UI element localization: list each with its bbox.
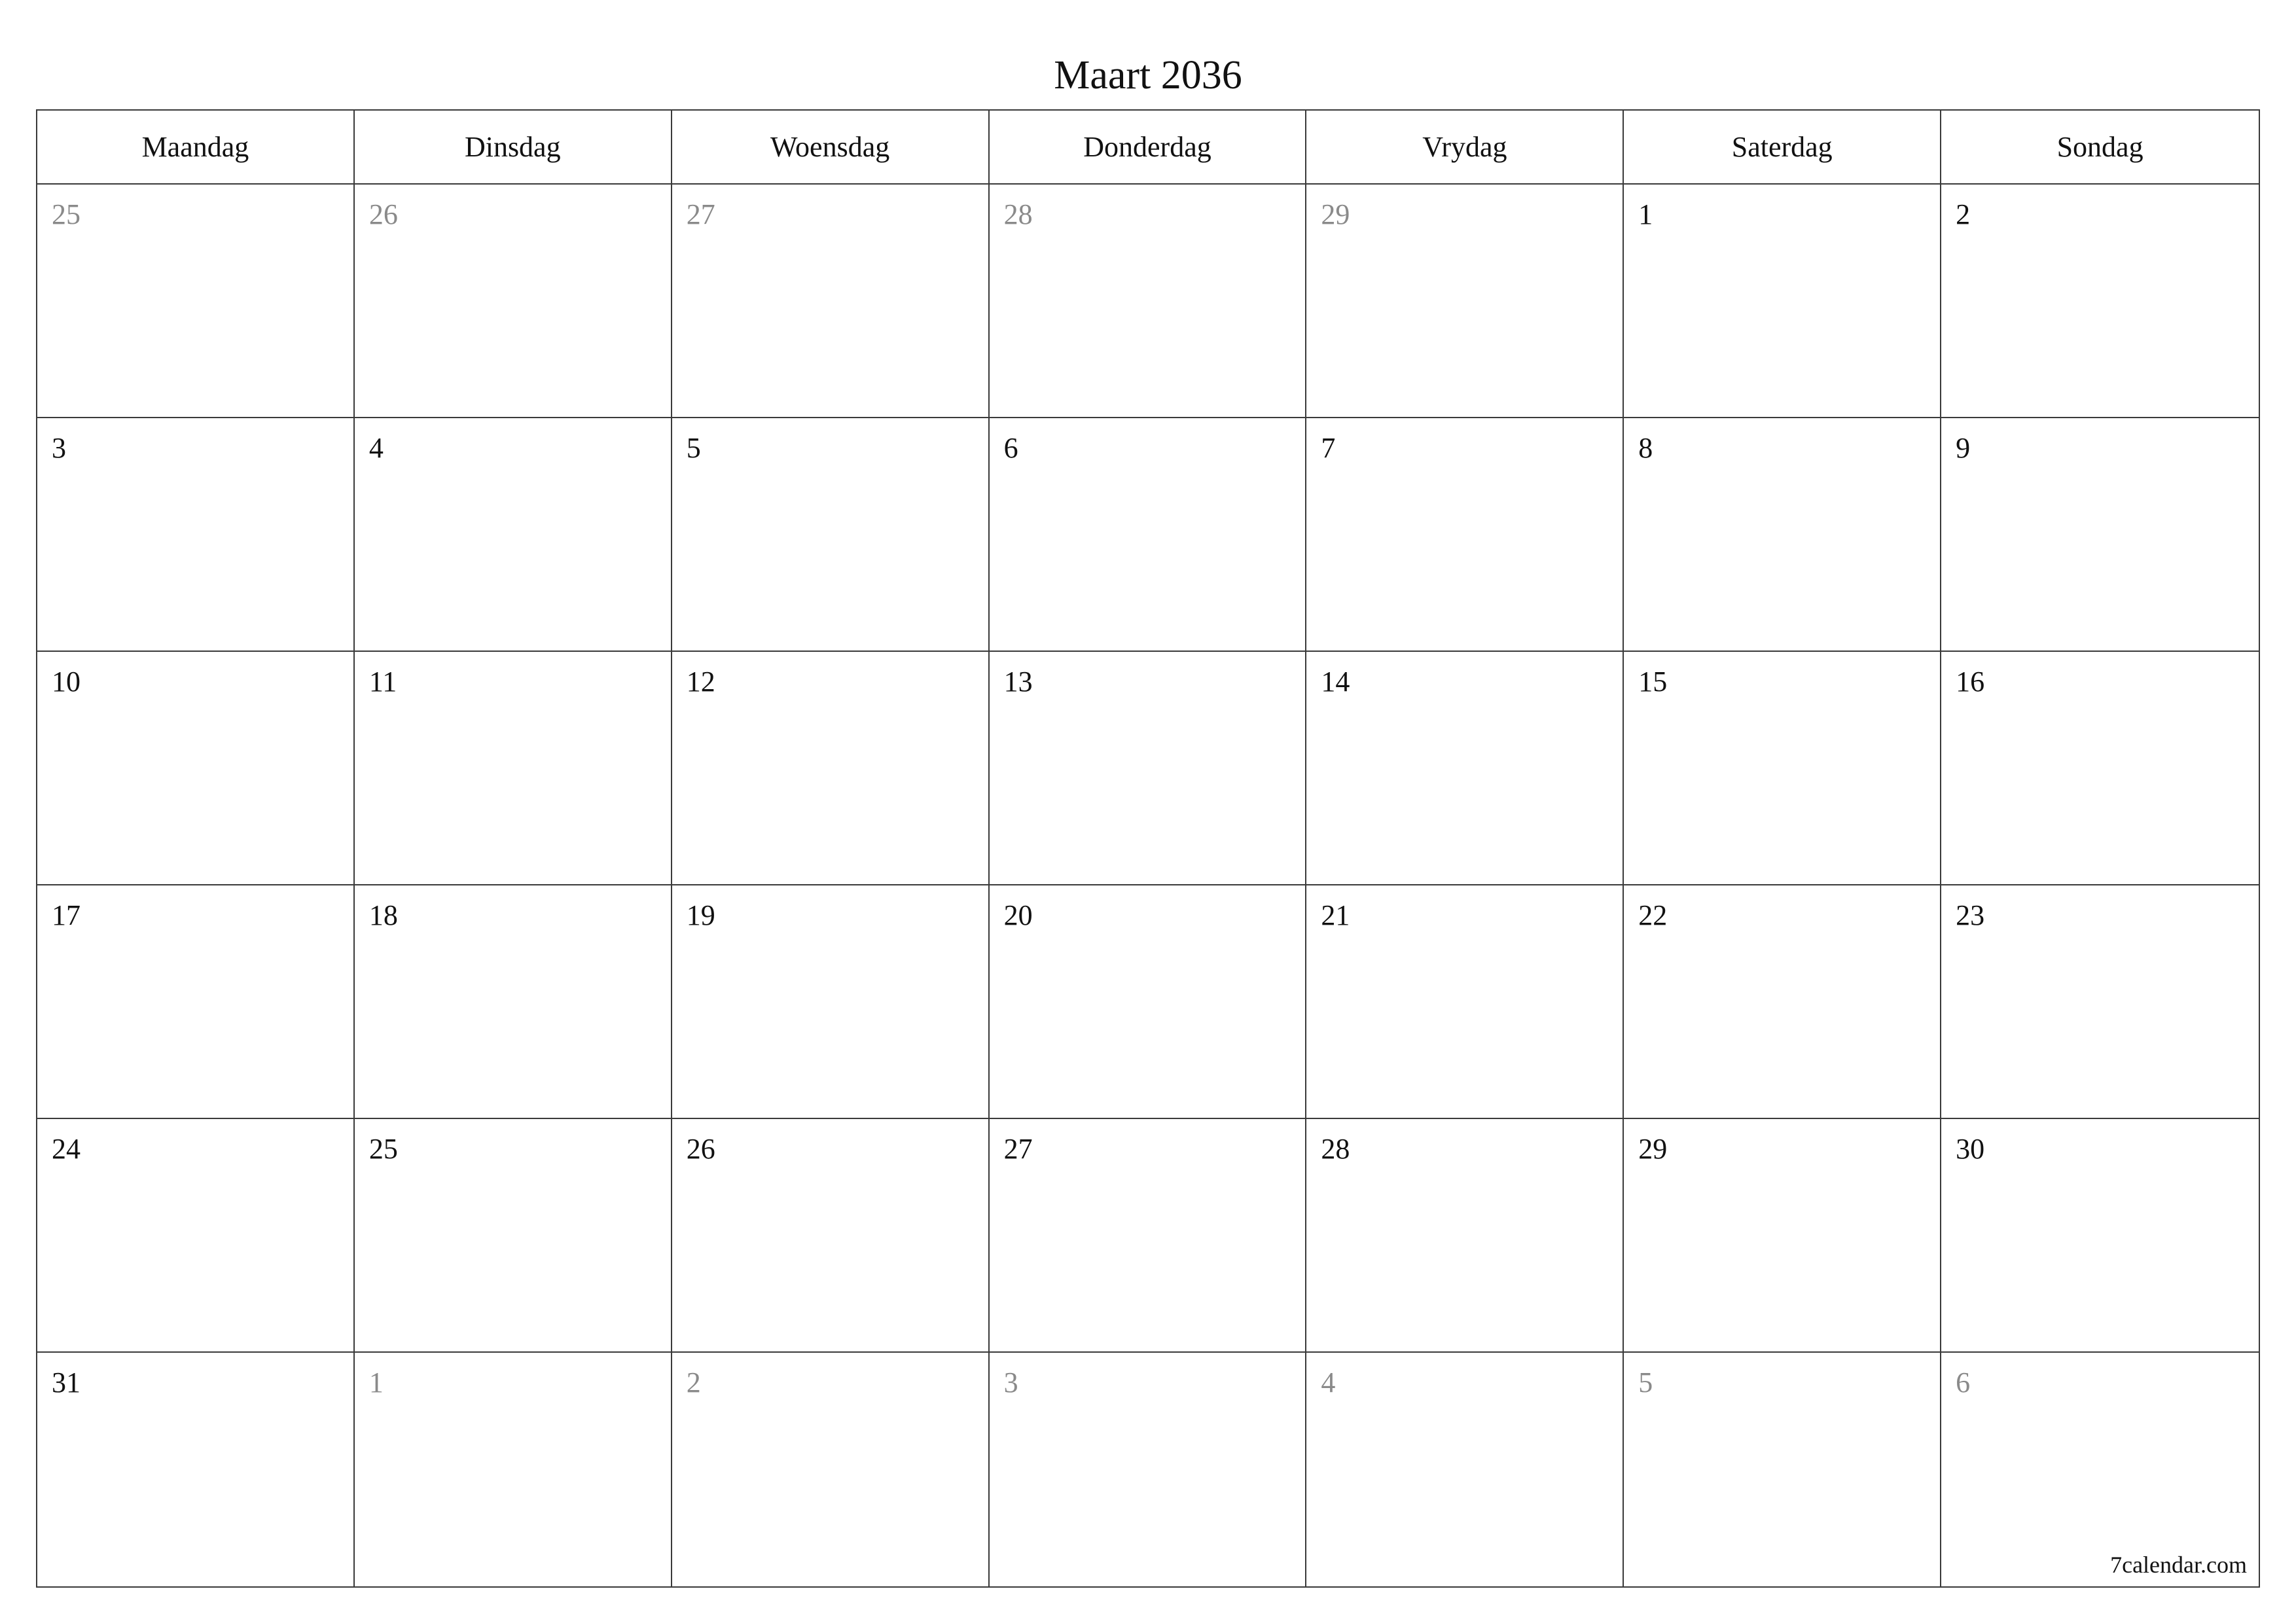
day-number: 8 (1638, 432, 1653, 464)
day-cell (355, 652, 672, 885)
day-number: 27 (1003, 1133, 1033, 1165)
day-cell (990, 652, 1307, 885)
day-number: 26 (368, 198, 398, 230)
day-cell-outside-month (1941, 1353, 2259, 1586)
day-number: 25 (368, 1133, 398, 1165)
day-cell (1624, 1119, 1941, 1353)
day-cell (990, 885, 1307, 1119)
day-cell-outside-month (37, 185, 355, 418)
day-number: 16 (1956, 666, 1985, 698)
weekday-header: Vrydag (1306, 111, 1624, 185)
day-number: 1 (368, 1366, 384, 1399)
day-cell (1941, 185, 2259, 418)
day-number: 1 (1638, 198, 1653, 230)
day-cell (1941, 652, 2259, 885)
day-cell-outside-month (672, 185, 990, 418)
day-cell (355, 1119, 672, 1353)
day-cell (990, 418, 1307, 652)
day-number: 26 (686, 1133, 715, 1165)
day-cell (355, 418, 672, 652)
day-number: 25 (52, 198, 81, 230)
day-cell (1624, 652, 1941, 885)
day-number: 29 (1321, 198, 1350, 230)
day-cell (355, 885, 672, 1119)
day-cell (672, 885, 990, 1119)
day-number: 3 (52, 432, 66, 464)
day-number: 3 (1003, 1366, 1018, 1399)
day-number: 12 (686, 666, 715, 698)
day-cell (1306, 885, 1624, 1119)
weekday-header: Saterdag (1624, 111, 1941, 185)
day-number: 4 (1321, 1366, 1336, 1399)
day-number: 14 (1321, 666, 1350, 698)
day-cell (1306, 1119, 1624, 1353)
day-cell (1941, 1119, 2259, 1353)
calendar-title: Maart 2036 (1054, 53, 1242, 98)
day-cell-outside-month (1306, 1353, 1624, 1586)
day-number: 4 (368, 432, 384, 464)
day-number: 13 (1003, 666, 1033, 698)
day-number: 7 (1321, 432, 1336, 464)
day-number: 10 (52, 666, 81, 698)
day-cell (672, 1119, 990, 1353)
day-cell-outside-month (672, 1353, 990, 1586)
day-cell (37, 652, 355, 885)
day-cell-outside-month (355, 185, 672, 418)
day-cell (1941, 418, 2259, 652)
day-number: 22 (1638, 899, 1668, 931)
day-number: 11 (368, 666, 397, 698)
day-number: 15 (1638, 666, 1668, 698)
day-cell (672, 652, 990, 885)
day-number: 21 (1321, 899, 1350, 931)
day-cell (1941, 885, 2259, 1119)
day-number: 2 (1956, 198, 1971, 230)
day-cell (37, 1119, 355, 1353)
day-cell-outside-month (1624, 1353, 1941, 1586)
day-cell (37, 1353, 355, 1586)
day-cell (37, 885, 355, 1119)
day-number: 9 (1956, 432, 1971, 464)
day-cell-outside-month (990, 185, 1307, 418)
day-cell-outside-month (355, 1353, 672, 1586)
day-number: 6 (1003, 432, 1018, 464)
day-number: 2 (686, 1366, 701, 1399)
day-cell (1306, 652, 1624, 885)
weekday-header: Maandag (37, 111, 355, 185)
day-number: 30 (1956, 1133, 1985, 1165)
day-number: 31 (52, 1366, 81, 1399)
day-number: 28 (1003, 198, 1033, 230)
weekday-header: Woensdag (672, 111, 990, 185)
day-number: 19 (686, 899, 715, 931)
month-grid (36, 109, 2260, 1588)
day-number: 29 (1638, 1133, 1668, 1165)
day-number: 6 (1956, 1366, 1971, 1399)
weekday-header: Donderdag (990, 111, 1307, 185)
weekday-header: Sondag (1941, 111, 2259, 185)
day-cell (990, 1119, 1307, 1353)
weekday-header: Dinsdag (355, 111, 672, 185)
day-cell (1624, 885, 1941, 1119)
day-cell-outside-month (990, 1353, 1307, 1586)
day-number: 23 (1956, 899, 1985, 931)
day-number: 27 (686, 198, 715, 230)
day-number: 28 (1321, 1133, 1350, 1165)
day-number: 24 (52, 1133, 81, 1165)
day-number: 17 (52, 899, 81, 931)
day-cell (672, 418, 990, 652)
day-cell (37, 418, 355, 652)
day-cell (1306, 418, 1624, 652)
day-cell-outside-month (1306, 185, 1624, 418)
day-cell (1624, 418, 1941, 652)
day-number: 5 (686, 432, 701, 464)
site-watermark: 7calendar.com (2110, 1552, 2247, 1578)
day-number: 20 (1003, 899, 1033, 931)
day-cell (1624, 185, 1941, 418)
day-number: 5 (1638, 1366, 1653, 1399)
day-number: 18 (368, 899, 398, 931)
